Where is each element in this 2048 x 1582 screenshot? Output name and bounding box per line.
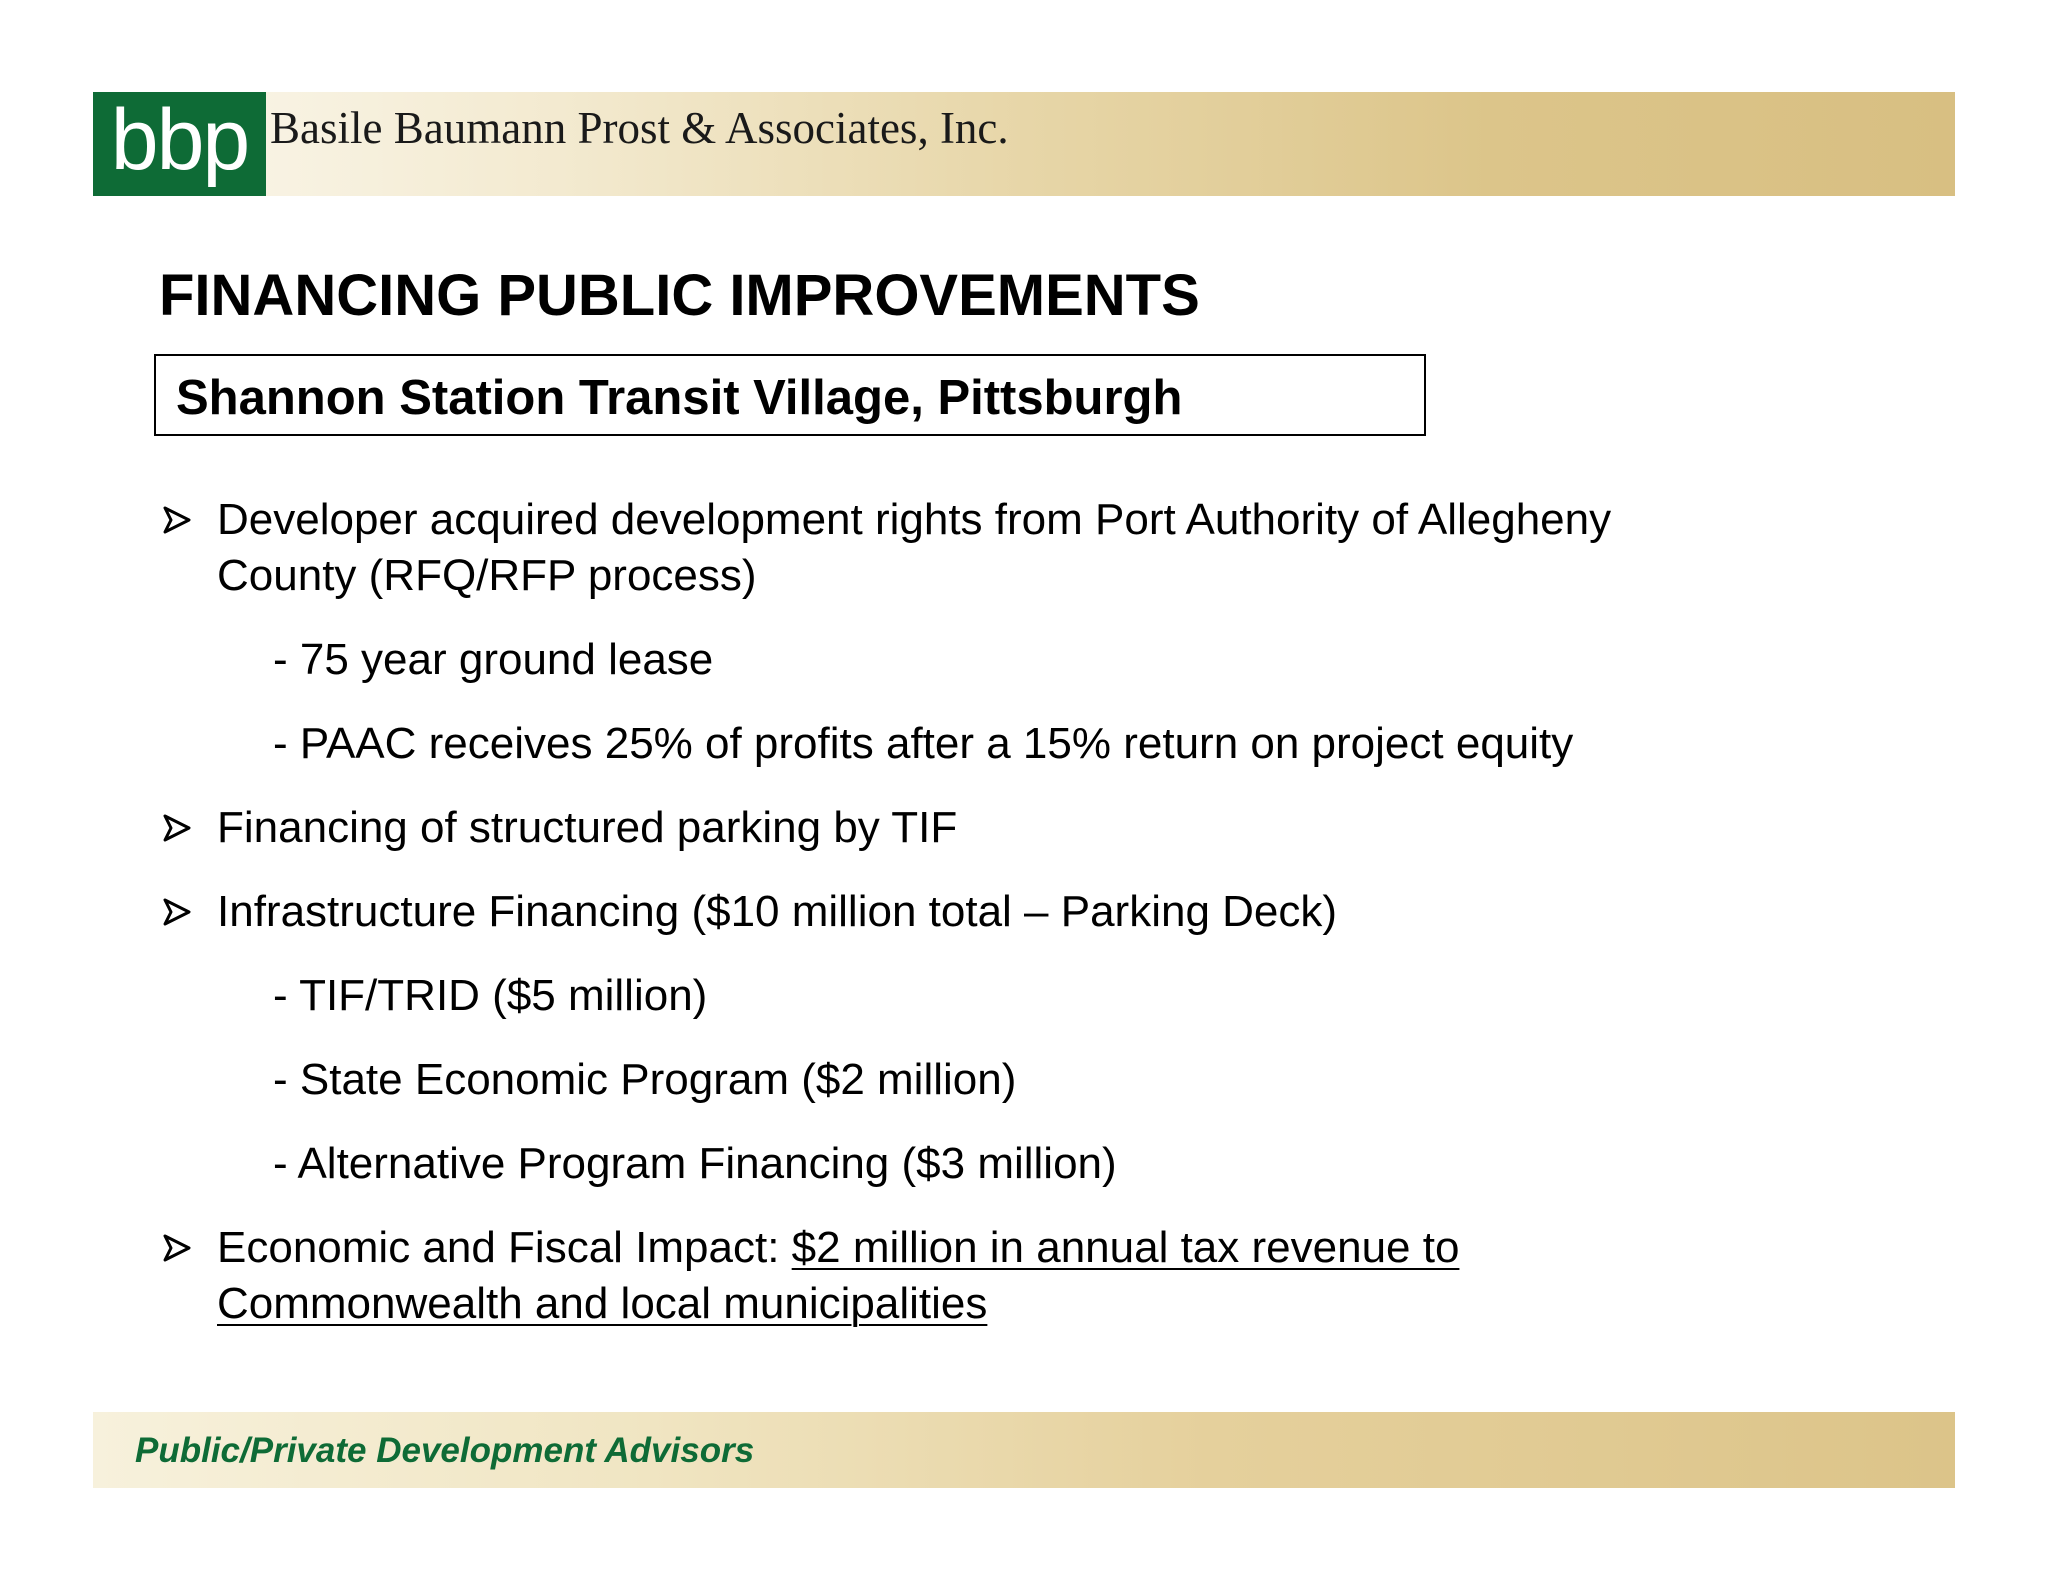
arrow-bullet-icon <box>159 884 199 940</box>
sub-item: - Alternative Program Financing ($3 million) <box>273 1139 1117 1188</box>
arrow-bullet-icon <box>159 800 199 856</box>
subtitle-box <box>154 354 1426 436</box>
impact-highlight-text: Commonwealth and local municipalities <box>217 1279 988 1328</box>
bullet-text-line <box>217 1220 1459 1276</box>
bullet-text-line: Infrastructure Financing ($10 million total – Parking Deck) <box>217 887 1338 936</box>
company-name: Basile Baumann Prost & Associates, Inc. <box>270 103 1009 153</box>
slide-title: FINANCING PUBLIC IMPROVEMENTS <box>159 263 1200 328</box>
slide-subtitle: Shannon Station Transit Village, Pittsburgh <box>176 371 1183 425</box>
logo-text: bbp <box>110 92 249 188</box>
impact-lead-text: Economic and Fiscal Impact: <box>217 1223 792 1272</box>
bullet-text-line: Financing of structured parking by TIF <box>217 803 958 852</box>
bullet-text-line <box>217 1276 987 1332</box>
impact-highlight-text: $2 million in annual tax revenue to <box>791 1223 1460 1272</box>
sub-item: - State Economic Program ($2 million) <box>273 1055 1017 1104</box>
bullet-text-line: County (RFQ/RFP process) <box>217 551 757 600</box>
arrow-bullet-icon <box>159 492 199 548</box>
arrow-bullet-icon <box>159 1220 199 1276</box>
footer-tagline: Public/Private Development Advisors <box>135 1431 755 1470</box>
sub-item: - TIF/TRID ($5 million) <box>273 971 708 1020</box>
sub-item: - PAAC receives 25% of profits after a 15% return on project equity <box>273 719 1574 768</box>
bullet-text-line: Developer acquired development rights from Port Authority of Allegheny <box>217 495 1612 544</box>
company-logo <box>93 92 266 196</box>
sub-item: - 75 year ground lease <box>273 635 714 684</box>
